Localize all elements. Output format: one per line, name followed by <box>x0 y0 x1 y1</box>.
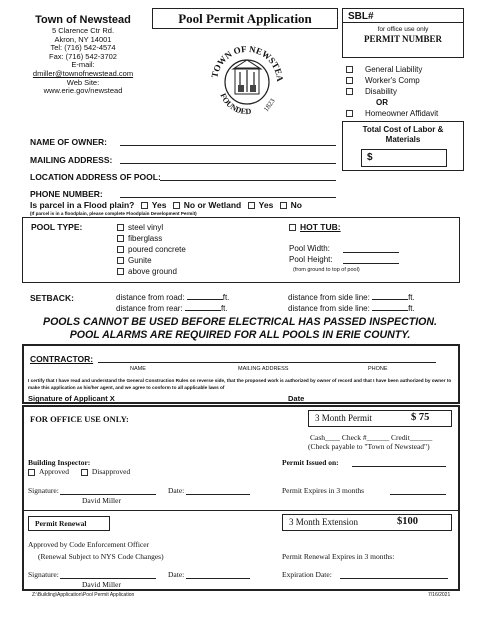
date2-label: Date: <box>168 570 185 579</box>
payable-note: (Check payable to "Town of Newstead") <box>308 442 430 451</box>
approved-by: Approved by Code Enforcement Officer <box>28 540 150 549</box>
checkbox[interactable] <box>346 88 353 95</box>
contractor-box <box>22 344 460 404</box>
signer-name: David Miller <box>82 496 121 505</box>
org-website[interactable]: www.erie.gov/newstead <box>43 86 123 96</box>
wetland-yes-checkbox[interactable] <box>248 202 255 209</box>
setback-label: SETBACK: <box>30 293 74 303</box>
expires-label: Permit Expires in 3 months <box>282 486 365 495</box>
office-box <box>22 405 460 591</box>
phone-label: PHONE NUMBER: <box>30 189 103 199</box>
office-use-label: for office use only <box>377 26 429 33</box>
signature-field[interactable] <box>60 494 156 495</box>
checklist-item[interactable]: General Liability <box>346 64 464 75</box>
extension-box <box>282 514 452 531</box>
mailing-field[interactable] <box>120 163 336 164</box>
inspector-options: Approved Disapproved <box>28 467 130 476</box>
flood-yes-checkbox[interactable] <box>141 202 148 209</box>
col-phone: PHONE <box>368 366 388 372</box>
checklist-item[interactable]: Disability <box>346 86 464 97</box>
pool-width-label: Pool Width: <box>289 244 330 253</box>
pool-type-label: POOL TYPE: <box>31 222 83 232</box>
expiration-field[interactable] <box>340 578 448 579</box>
seal-year: 1823 <box>262 97 277 114</box>
seal-bottom-text: FOUNDED <box>218 91 252 117</box>
pool-type-item[interactable]: above ground <box>117 266 186 277</box>
org-address-2: Akron, NY 14001 <box>54 34 112 44</box>
sbl-box <box>342 8 464 58</box>
seal-top-text: TOWN OF NEWSTEA <box>209 43 286 83</box>
signature2-label: Signature: <box>28 570 59 579</box>
cost-title: Total Cost of Labor & Materials <box>362 125 444 144</box>
signature2-field[interactable] <box>60 578 156 579</box>
location-field[interactable] <box>160 180 336 181</box>
footer-date: 7/16/2021 <box>428 592 451 598</box>
flood-note: (If parcel is in a floodplain, please complete Floodplain Development Permit) <box>30 211 197 216</box>
date-label: Date: <box>168 486 185 495</box>
permit-number-label: PERMIT NUMBER <box>363 34 443 44</box>
org-website-label: Web Site: <box>66 77 100 87</box>
applicant-signature-label: Signature of Applicant X <box>28 394 115 403</box>
renewal-note: (Renewal Subject to NYS Code Changes) <box>38 552 164 561</box>
renewal-label: Permit Renewal <box>35 519 87 528</box>
location-label: LOCATION ADDRESS OF POOL: <box>30 172 161 182</box>
contractor-label: CONTRACTOR: <box>30 354 94 364</box>
setback-road-field[interactable] <box>187 299 223 300</box>
office-title: FOR OFFICE USE ONLY: <box>30 414 129 424</box>
signer2-name: David Miller <box>82 580 121 589</box>
pool-width-field[interactable] <box>343 252 399 253</box>
org-tel: Tel: (716) 542-4574 <box>50 43 116 53</box>
date-field[interactable] <box>186 494 250 495</box>
certify-text: I certify that I have read and understand the General Construction Rules on reverse side, that the proposed work is authorized by owner of record and that I have been authorized by owner to make this application as his/her agent, and we agree to conform to all applicable laws of <box>28 378 452 390</box>
checkbox[interactable] <box>346 66 353 73</box>
expires-field[interactable] <box>390 494 446 495</box>
permit-3mo-box <box>308 410 452 427</box>
checklist-item[interactable]: Homeowner Affidavit <box>346 108 464 119</box>
pool-height-note: (from ground to top of pool) <box>293 267 360 273</box>
org-name: Town of Newstead <box>35 14 131 26</box>
permit-3mo-label: 3 Month Permit <box>315 413 373 423</box>
applicant-signature-field[interactable] <box>134 402 290 403</box>
extension-label: 3 Month Extension <box>289 517 358 527</box>
owner-name-field[interactable] <box>120 145 336 146</box>
flood-row: Is parcel in a Flood plain? Yes No or Wetland Yes No <box>30 200 303 210</box>
title-box <box>152 8 338 29</box>
applicant-date-field[interactable] <box>306 402 452 403</box>
permit-issued-field[interactable] <box>352 466 446 467</box>
pool-type-list <box>117 222 186 277</box>
org-address-1: 5 Clarence Ctr Rd. <box>51 26 115 35</box>
owner-name-label: NAME OF OWNER: <box>30 137 107 147</box>
approved-checkbox[interactable] <box>28 469 35 476</box>
setback-rear-field[interactable] <box>185 310 221 311</box>
pool-box <box>22 217 460 283</box>
insurance-checklist <box>346 64 464 119</box>
renewal-box <box>28 516 110 531</box>
org-fax: Fax: (716) 542-3702 <box>49 51 117 61</box>
flood-no-checkbox[interactable] <box>173 202 180 209</box>
warning-line-2: POOL ALARMS ARE REQUIRED FOR ALL POOLS IN ERIE COUNTY. <box>69 329 411 341</box>
contractor-field[interactable] <box>98 362 436 363</box>
setback-rear: distance from rear: ft. <box>116 304 228 313</box>
date2-field[interactable] <box>186 578 250 579</box>
permit-issued-label: Permit Issued on: <box>282 458 339 467</box>
mailing-label: MAILING ADDRESS: <box>30 155 113 165</box>
pool-type-item[interactable]: fiberglass <box>117 233 186 244</box>
wetland-no-checkbox[interactable] <box>280 202 287 209</box>
setback-side-2: distance from side line: ft. <box>288 304 415 313</box>
inspector-label: Building Inspector: <box>28 458 91 467</box>
pool-type-item[interactable]: poured concrete <box>117 244 186 255</box>
checklist-or: OR <box>376 98 388 107</box>
fee-100: $100 <box>397 516 418 527</box>
header-org-block <box>22 14 144 96</box>
hot-tub-option[interactable]: HOT TUB: <box>289 222 341 232</box>
setback-road: distance from road: ft. <box>116 293 230 302</box>
warning-block <box>10 316 470 342</box>
expiration-label: Expiration Date: <box>282 570 332 579</box>
checkbox[interactable] <box>346 110 353 117</box>
setback-side-1: distance from side line: ft. <box>288 293 415 302</box>
col-mail: MAILING ADDRESS <box>238 366 289 372</box>
town-seal <box>205 40 289 124</box>
pool-height-label: Pool Height: <box>289 255 333 264</box>
setback-side2-field[interactable] <box>372 310 408 311</box>
org-email-label: E-mail: <box>71 60 95 70</box>
pool-type-item[interactable]: steel vinyl <box>117 222 186 233</box>
checkbox[interactable] <box>346 77 353 84</box>
org-email[interactable]: dmiller@townofnewstead.com <box>32 68 134 78</box>
warning-line-1: POOLS CANNOT BE USED BEFORE ELECTRICAL HAS PASSED INSPECTION. <box>43 316 437 328</box>
disapproved-checkbox[interactable] <box>81 469 88 476</box>
cost-input[interactable]: $ <box>361 149 447 167</box>
signature-label: Signature: <box>28 486 59 495</box>
payment-options: Cash____ Check #______ Credit______ <box>310 433 433 442</box>
phone-field[interactable] <box>120 197 336 198</box>
checklist-item[interactable]: Worker's Comp <box>346 75 464 86</box>
page-title: Pool Permit Application <box>178 11 312 26</box>
pool-type-item[interactable]: Gunite <box>117 255 186 266</box>
sbl-label: SBL# <box>348 11 374 22</box>
col-name: NAME <box>130 366 146 372</box>
footer-path: Z:\Building\Application\Pool Permit Application <box>32 592 135 598</box>
renewal-expires: Permit Renewal Expires in 3 months: <box>282 552 395 561</box>
fee-75: $ 75 <box>411 412 430 423</box>
pool-height-field[interactable] <box>343 263 399 264</box>
applicant-date-label: Date <box>288 394 305 403</box>
cost-box <box>342 121 464 171</box>
setback-side1-field[interactable] <box>372 299 408 300</box>
